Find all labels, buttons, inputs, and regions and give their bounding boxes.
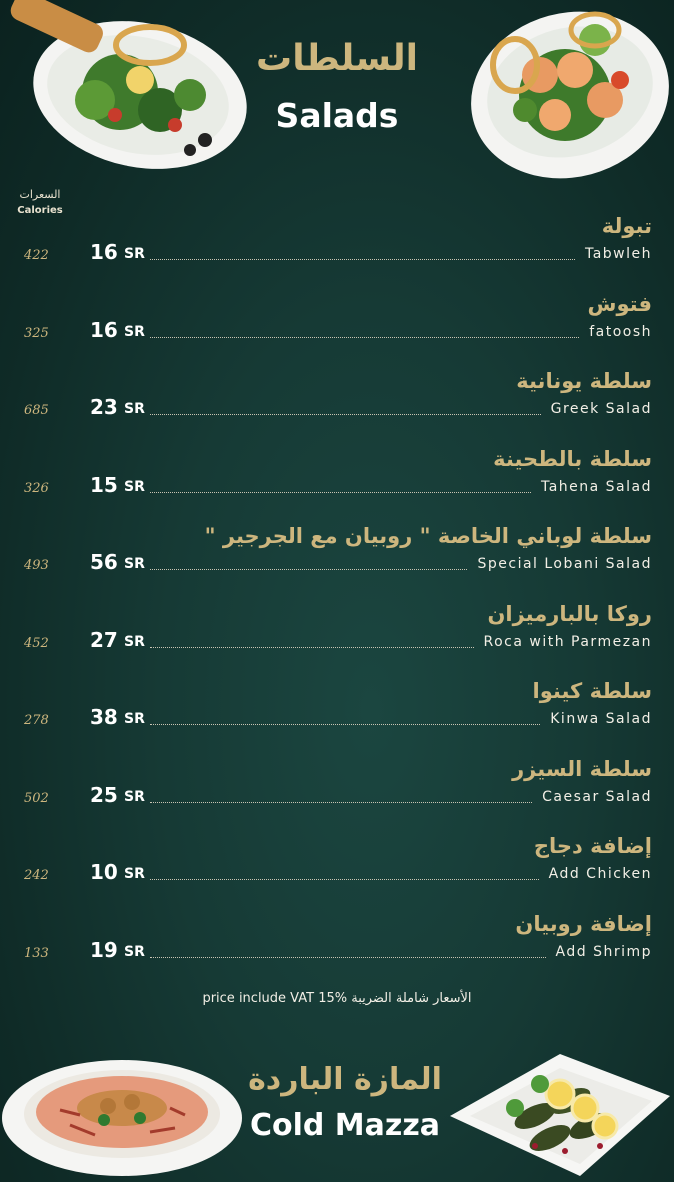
item-calories: 685 (24, 403, 49, 418)
dotted-leader (150, 802, 532, 803)
next-section-title-arabic: المازة الباردة (248, 1062, 442, 1097)
section-title-arabic: السلطات (256, 38, 418, 79)
item-price: 56 (90, 550, 118, 574)
calories-header-arabic: السعرات (19, 188, 61, 201)
item-calories: 133 (24, 945, 49, 961)
dotted-leader (150, 957, 546, 958)
item-name-arabic: سلطة لوباني الخاصة " روبيان مع الجرجير " (204, 524, 652, 548)
item-name-arabic: روكا بالبارميزان (487, 601, 652, 626)
dotted-leader (150, 879, 539, 880)
item-calories: 422 (24, 248, 49, 263)
item-currency: SR (124, 711, 145, 727)
item-name-arabic: تبولة (601, 214, 652, 238)
item-name-arabic: إضافة روبيان (515, 911, 652, 936)
item-calories: 452 (24, 635, 49, 651)
item-currency: SR (124, 556, 145, 572)
item-name-english: Tahena Salad (540, 478, 652, 495)
item-name-english: Roca with Parmezan (483, 633, 652, 650)
item-currency: SR (124, 866, 145, 882)
item-price: 16 (90, 240, 118, 264)
item-calories: 278 (24, 713, 49, 728)
item-currency: SR (124, 478, 145, 495)
item-currency: SR (124, 401, 145, 417)
item-name-english: Add Chicken (548, 866, 652, 882)
item-currency: SR (124, 788, 145, 805)
item-name-arabic: إضافة دجاج (533, 834, 652, 858)
item-currency: SR (124, 323, 145, 340)
dotted-leader (150, 569, 467, 570)
item-name-english: Add Shrimp (555, 943, 652, 960)
item-name-arabic: سلطة كينوا (532, 679, 652, 703)
item-price: 25 (90, 782, 118, 807)
item-price: 16 (90, 317, 118, 342)
menu-item (0, 834, 674, 906)
dotted-leader (150, 647, 474, 648)
item-currency: SR (124, 943, 145, 960)
item-calories: 325 (24, 325, 49, 341)
dotted-leader (150, 414, 541, 415)
item-calories: 493 (24, 558, 49, 573)
dotted-leader (150, 259, 575, 260)
item-name-arabic: سلطة بالطحينة (493, 446, 652, 471)
item-name-english: Caesar Salad (542, 788, 652, 805)
item-price: 27 (90, 627, 118, 652)
menu-item (0, 369, 674, 441)
menu-item (0, 679, 674, 751)
menu-item (0, 602, 674, 674)
item-calories: 242 (24, 868, 49, 883)
item-currency: SR (124, 633, 145, 650)
menu-item (0, 214, 674, 286)
next-section-title-english: Cold Mazza (249, 1108, 441, 1143)
menu-item (0, 912, 674, 984)
dotted-leader (150, 337, 579, 338)
menu-item (0, 292, 674, 364)
item-price: 10 (90, 860, 118, 884)
item-price: 19 (90, 937, 118, 962)
item-name-arabic: فتوش (587, 291, 652, 316)
item-currency: SR (124, 246, 145, 262)
item-name-arabic: سلطة السيزر (512, 756, 652, 781)
item-name-english: Greek Salad (550, 401, 652, 417)
item-name-arabic: سلطة يونانية (516, 369, 652, 393)
menu-item (0, 447, 674, 519)
item-price: 38 (90, 705, 118, 729)
item-name-english: fatoosh (589, 323, 652, 340)
item-calories: 326 (24, 480, 49, 496)
dotted-leader (150, 724, 540, 725)
dotted-leader (150, 492, 531, 493)
item-name-english: Special Lobani Salad (477, 556, 652, 572)
shrimp-salad-plate-top-right-image (455, 0, 674, 185)
calories-header-english: Calories (17, 205, 63, 216)
vat-note: price include VAT 15% الأسعار شاملة الضريبة (202, 991, 472, 1006)
item-price: 23 (90, 395, 118, 419)
menu-item (0, 524, 674, 596)
item-calories: 502 (24, 790, 49, 806)
section-title-english: Salads (275, 96, 399, 135)
item-price: 15 (90, 472, 118, 497)
salad-plate-top-left-image (0, 0, 260, 180)
item-name-english: Tabwleh (584, 246, 652, 262)
menu-item (0, 757, 674, 829)
item-name-english: Kinwa Salad (550, 711, 652, 727)
